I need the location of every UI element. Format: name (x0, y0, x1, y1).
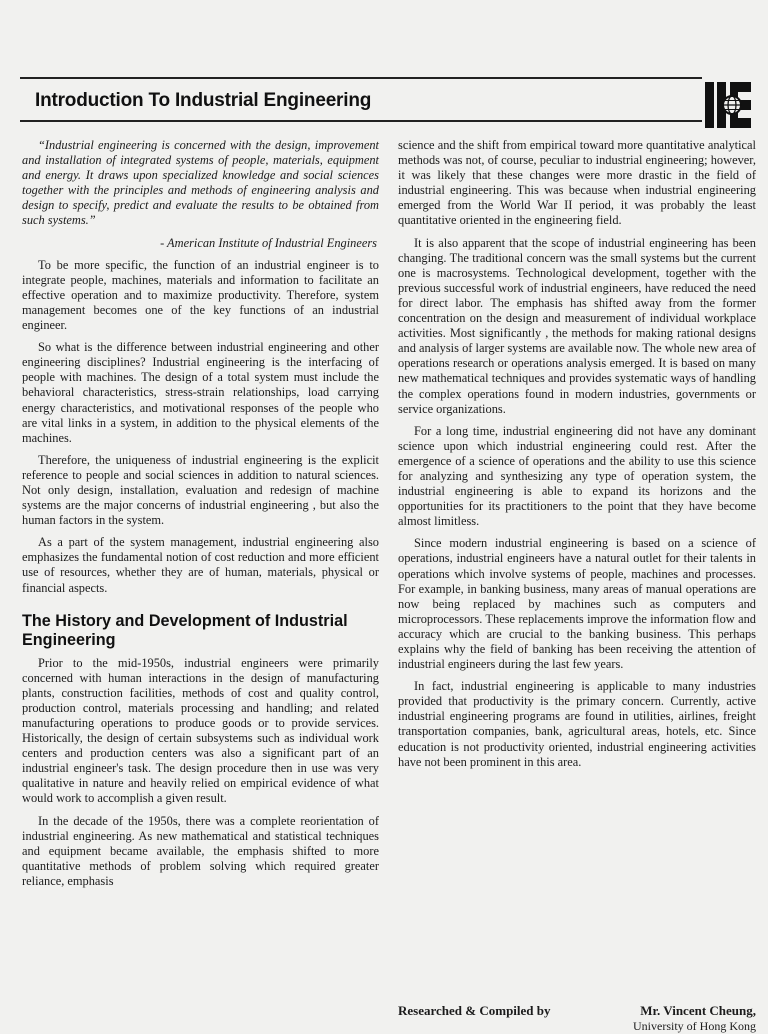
body-paragraph: It is also apparent that the scope of industrial engineering has been changing. The traditional concern was the small systems but the current one is macrosystems. Technological development, together with the previous successful work of industrial engineers, have reduced the need for direct labor. The emphasis has shifted away from the former concentration on the design and measurement of individual workplace activities. Most significantly , the methods for making rational designs and analysis of larger systems are available now. The whole new area of operations research or operations analysis emerged. It is based on many new mathematical techniques and provides systematic ways of handling the complex operations found in modern industries, governments or service organizations. (398, 235, 756, 416)
definition-quote: “Industrial engineering is concerned with the design, improvement and installation of integrated systems of people, materials, equipment and energy. It draws upon specialized knowledge and social sciences together with the principles and methods of engineering analysis and design to specify, predict and evaluate the results to be obtained from such systems.” (22, 138, 379, 228)
body-paragraph: In the decade of the 1950s, there was a complete reorientation of industrial engineering. As new mathematical and statistical techniques and equipment became available, the emphasis shifted to more quantitative methods of problem solving which required greater reliance, emphasis (22, 813, 379, 888)
body-paragraph: Therefore, the uniqueness of industrial engineering is the explicit reference to people and social sciences in addition to natural sciences. Not only design, installation, evaluation and redesign of machine systems are the major concerns of industrial engineering , but also the human factors in the system. (22, 452, 379, 528)
body-paragraph: Since modern industrial engineering is based on a science of operations, industrial engineers have a natural outlet for their talents in operations which involve systems of people, machines and processes. For example, in banking business, many areas of manual operations are now being replaced by machines such as computers and microprocessors. These replacements improve the information flow and accuracy which are crucial to the banking business. This perhaps explains why the field of banking has been receiving the attention of industrial engineers during the last few years. (398, 536, 756, 672)
body-paragraph: Prior to the mid-1950s, industrial engineers were primarily concerned with human interactions in the design of manufacturing plants, construction facilities, methods of cost and quality control, production control, materials processing and handling; and related manufacturing operations to produce goods or to provide services. Historically, the design of certain subsystems such as individual work centers and production centers was also a significant part of an industrial engineer's task. The design procedure then in use was very qualitative in nature and heavily relied on empirical evidence of what would work to accomplish a given result. (22, 655, 379, 806)
body-paragraph: To be more specific, the function of an industrial engineer is to integrate people, machines, materials and information to facilitate an effective operation and to maximize productivity. Therefore, system management becomes one of the key functions of an industrial engineer. (22, 257, 379, 333)
credit-label: Researched & Compiled by (398, 1003, 551, 1018)
credit-name: Mr. Vincent Cheung, (640, 1003, 756, 1018)
right-column (398, 138, 756, 777)
quote-attribution: - American Institute of Industrial Engineers (160, 235, 377, 250)
iie-logo-icon (702, 76, 754, 132)
section-heading: The History and Development of Industrial Engineering (22, 611, 348, 649)
left-column (22, 138, 379, 896)
body-paragraph: science and the shift from empirical toward more quantitative analytical methods was not, of course, peculiar to industrial engineering; however, it was likely that these changes were more drastic in the field of industrial engineering. This was because when industrial engineering emerged from the World War II period, it was probably the least quantitative oriented in the engineering field. (398, 138, 756, 228)
body-paragraph: As a part of the system management, industrial engineering also emphasizes the fundamental notion of cost reduction and more efficient use of resources, whether they are of human, materials, physical or financial aspects. (22, 535, 379, 595)
body-paragraph: In fact, industrial engineering is applicable to many industries provided that productivity is the primary concern. Currently, active industrial engineering programs are found in utilities, airlines, freight transportation companies, bank, agricultural areas, hotels, etc. Since education is not productivity oriented, industrial engineering activities have not been prominent in this area. (398, 679, 756, 769)
body-paragraph: For a long time, industrial engineering did not have any dominant science upon which industrial engineering could rest. After the emergence of a science of operations and the ability to use this science for analyzing and synthesizing any type of operation system, the industrial engineering is able to expand its horizons and the opportunities for its practitioners to the point that they have become almost limitless. (398, 423, 756, 529)
top-rule (20, 77, 710, 79)
page-title: Introduction To Industrial Engineering (35, 90, 372, 111)
body-paragraph: So what is the difference between industrial engineering and other engineering disciplines? Industrial engineering is the interfacing of people with machines. The design of a total system must include the behavioral characteristics, stress-strain relationships, load carrying energy characteristics, and motivational responses of the people who are vital links in a system, in addition to the physical elements of the machines. (22, 340, 379, 445)
title-rule (20, 120, 710, 122)
credit-affiliation: University of Hong Kong (633, 1019, 756, 1033)
